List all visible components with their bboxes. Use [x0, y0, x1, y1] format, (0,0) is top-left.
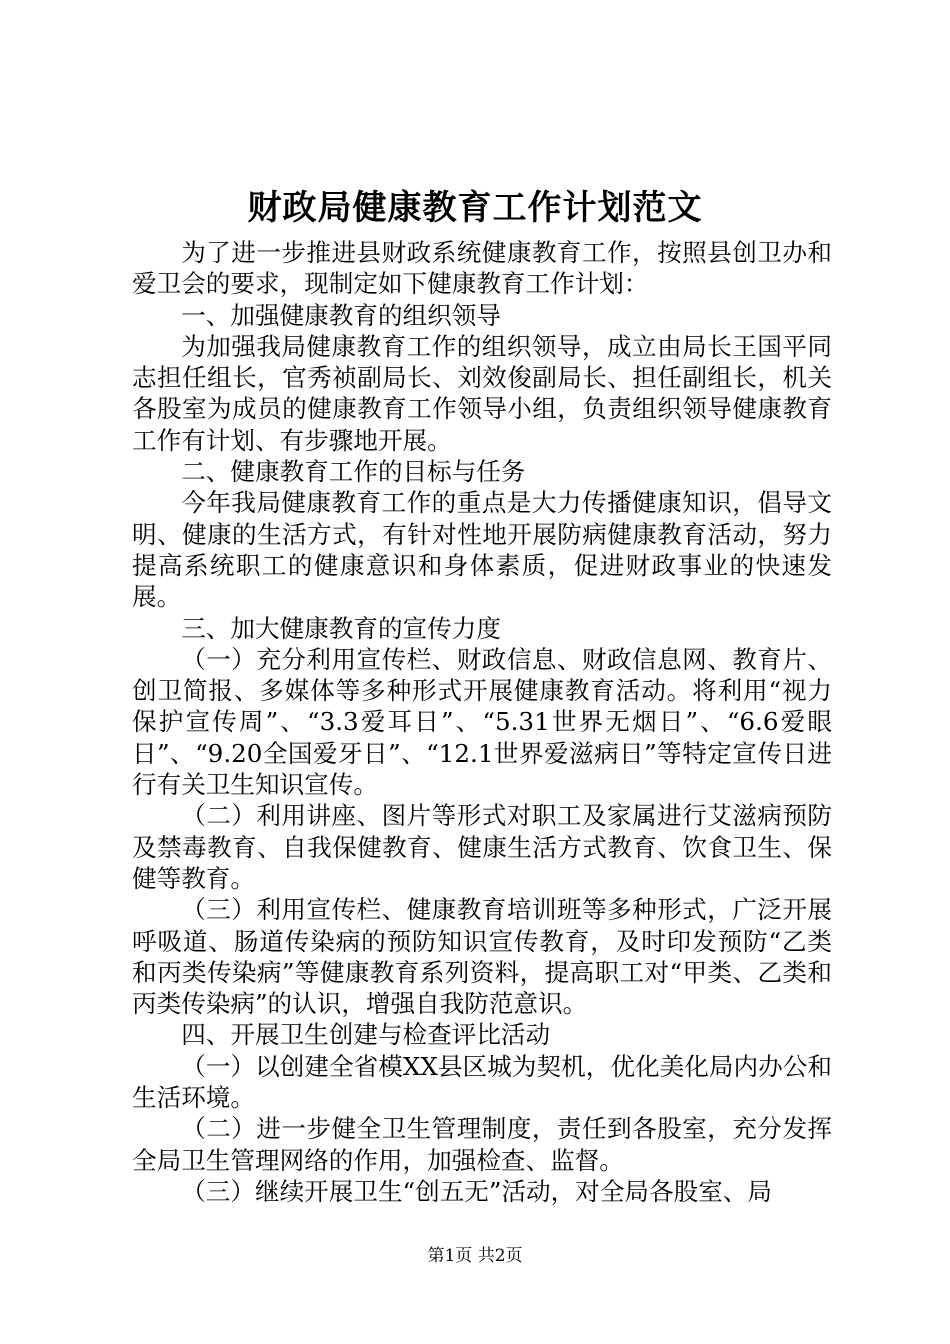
- paragraph: （三）继续开展卫生“创五无”活动，对全局各股室、局: [181, 1176, 772, 1206]
- paragraph: （三）利用宣传栏、健康教育培训班等多种形式，广泛开展呼吸道、肠道传染病的预防知识宣传教育，及时印发预防“乙类和丙类传染病”等健康教育系列资料，提高职工对“甲类、乙类和丙类传染病”的认识，增强自我防范意识。: [132, 895, 832, 1019]
- section-heading-1: 一、加强健康教育的组织领导: [181, 300, 501, 330]
- page-footer: 第1页 共2页: [427, 1246, 523, 1266]
- paragraph: （一）以创建全省模XX县区城为契机，优化美化局内办公和生活环境。: [132, 1051, 832, 1113]
- document-title: 财政局健康教育工作计划范文: [247, 188, 703, 228]
- paragraph: 今年我局健康教育工作的重点是大力传播健康知识，倡导文明、健康的生活方式，有针对性地开展防病健康教育活动，努力提高系统职工的健康意识和身体素质，促进财政事业的快速发展。: [132, 488, 832, 612]
- paragraph: （一）充分利用宣传栏、财政信息、财政信息网、教育片、创卫简报、多媒体等多种形式开展健康教育活动。将利用“视力保护宣传周”、“3.3爱耳日”、“5.31世界无烟日”、“6.6爱眼日”、“9.20全国爱牙日”、“12.1世界爱滋病日”等特定宣传日进行有关卫生知识宣传。: [132, 644, 832, 800]
- paragraph: 为加强我局健康教育工作的组织领导，成立由局长王国平同志担任组长，官秀祯副局长、刘效俊副局长、担任副组长，机关各股室为成员的健康教育工作领导小组，负责组织领导健康教育工作有计划、有步骤地开展。: [132, 331, 832, 455]
- paragraph: （二）利用讲座、图片等形式对职工及家属进行艾滋病预防及禁毒教育、自我保健教育、健康生活方式教育、饮食卫生、保健等教育。: [132, 801, 832, 893]
- section-heading-2: 二、健康教育工作的目标与任务: [181, 457, 526, 487]
- section-heading-3: 三、加大健康教育的宣传力度: [181, 613, 501, 643]
- paragraph: （二）进一步健全卫生管理制度，责任到各股室，充分发挥全局卫生管理网络的作用，加强检查、监督。: [132, 1114, 832, 1175]
- paragraph-intro: 为了进一步推进县财政系统健康教育工作，按照县创卫办和爱卫会的要求，现制定如下健康教育工作计划：: [132, 238, 832, 299]
- section-heading-4: 四、开展卫生创建与检查评比活动: [181, 1020, 551, 1050]
- document-body: [132, 237, 832, 1207]
